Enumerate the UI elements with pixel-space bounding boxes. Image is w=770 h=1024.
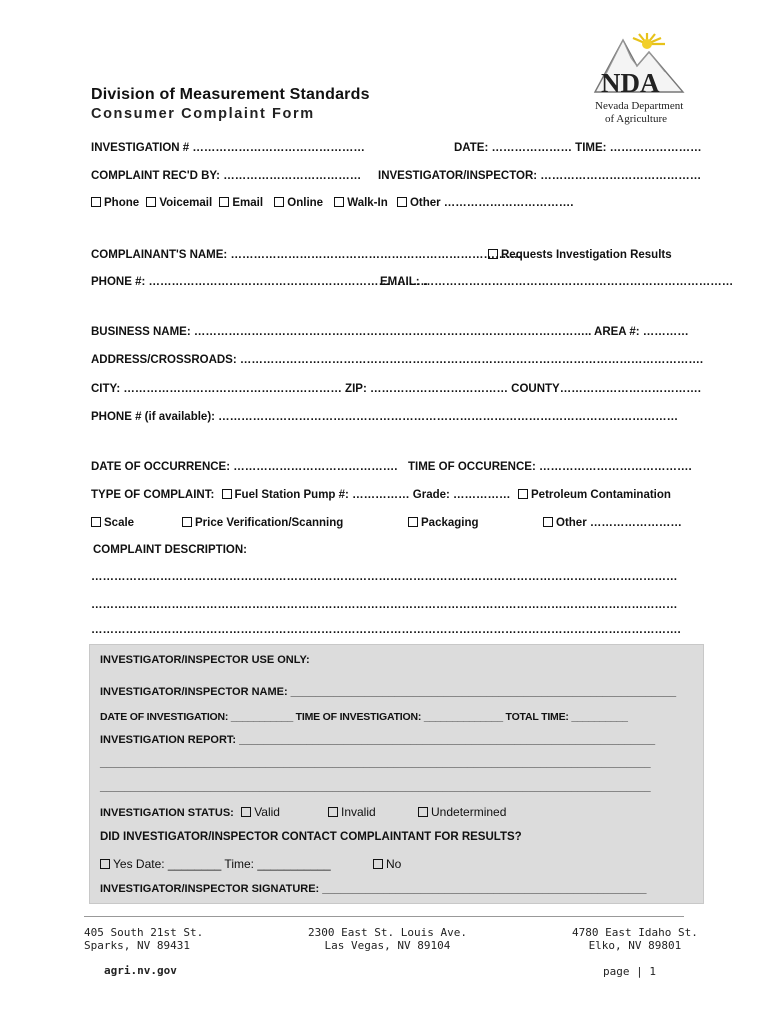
complaint-type-row xyxy=(91,489,511,501)
date-occurrence-field[interactable]: DATE OF OCCURRENCE: ……………………………………. xyxy=(91,461,398,473)
checkbox-scale[interactable]: Scale xyxy=(91,517,134,529)
investigation-status-row xyxy=(100,805,280,819)
checkbox-icon xyxy=(543,517,553,527)
email-field[interactable]: EMAIL: ……………………………………………………………………… xyxy=(380,276,734,288)
checkbox-icon xyxy=(328,807,338,817)
checkbox-icon xyxy=(373,859,383,869)
checkbox-icon xyxy=(222,489,232,499)
checkbox-voicemail[interactable]: Voicemail xyxy=(146,197,212,209)
checkbox-other-type[interactable]: Other …………………… xyxy=(543,517,682,529)
footer-address-sparks: 405 South 21st St. Sparks, NV 89431 xyxy=(84,926,204,952)
checkbox-icon xyxy=(100,859,110,869)
investigator-use-only-panel xyxy=(89,644,704,904)
status-label: INVESTIGATION STATUS: xyxy=(100,807,234,819)
checkbox-icon xyxy=(518,489,528,499)
checkbox-no[interactable]: No xyxy=(373,857,401,871)
logo-text: NDA xyxy=(601,68,660,98)
checkbox-valid[interactable]: Valid xyxy=(241,805,280,819)
phone-available-field[interactable]: PHONE # (if available): ………………………………………………………………………………………………………… xyxy=(91,411,679,423)
investigator-field[interactable]: INVESTIGATOR/INSPECTOR: …………………………………… xyxy=(378,170,702,182)
footer-divider xyxy=(84,916,684,917)
checkbox-email[interactable]: Email xyxy=(219,197,263,209)
checkbox-icon xyxy=(91,517,101,527)
investigation-date-time-field[interactable]: DATE OF INVESTIGATION: ___________ TIME OF INVESTIGATION: ______________ TOTAL TIME: __________ xyxy=(100,711,628,723)
checkbox-icon xyxy=(219,197,229,207)
complainant-name-field[interactable]: COMPLAINANT'S NAME: …………………………………………………………………. xyxy=(91,249,522,261)
business-name-field[interactable]: BUSINESS NAME: ………………………………………………………………………………………….. AREA #: ………… xyxy=(91,326,689,338)
report-line-1[interactable]: __________________________________________________________________________________________ xyxy=(100,757,651,769)
checkbox-icon xyxy=(241,807,251,817)
checkbox-phone[interactable]: Phone xyxy=(91,197,139,209)
description-line-2[interactable]: ……………………………………………………………………………………………………………………………………… xyxy=(91,599,678,611)
checkbox-other[interactable]: Other ……………………………. xyxy=(397,197,574,209)
checkbox-online[interactable]: Online xyxy=(274,197,323,209)
checkbox-invalid[interactable]: Invalid xyxy=(328,805,376,819)
city-zip-county-field[interactable]: CITY: ………………………………………………… ZIP: ……………………………… COUNTY………………………………. xyxy=(91,383,701,395)
footer-website-link[interactable]: agri.nv.gov xyxy=(104,964,177,977)
checkbox-undetermined[interactable]: Undetermined xyxy=(418,805,506,819)
checkbox-price-verification[interactable]: Price Verification/Scanning xyxy=(182,517,343,529)
checkbox-icon xyxy=(408,517,418,527)
checkbox-icon xyxy=(488,249,498,259)
investigator-name-field[interactable]: INVESTIGATOR/INSPECTOR NAME: _______________________________________________________________ xyxy=(100,686,677,698)
page-subtitle: Consumer Complaint Form xyxy=(91,106,315,122)
checkbox-petroleum[interactable]: Petroleum Contamination xyxy=(518,489,671,501)
checkbox-icon xyxy=(146,197,156,207)
received-by-field[interactable]: COMPLAINT REC'D BY: ……………………………… xyxy=(91,170,362,182)
checkbox-packaging[interactable]: Packaging xyxy=(408,517,479,529)
date-time-field[interactable]: DATE: ………………… TIME: …………………… xyxy=(454,142,702,154)
signature-field[interactable]: INVESTIGATOR/INSPECTOR SIGNATURE: _____________________________________________________ xyxy=(100,883,647,895)
description-line-1[interactable]: ……………………………………………………………………………………………………………………………………… xyxy=(91,571,678,583)
logo-sub-1: Nevada Department xyxy=(595,100,684,112)
investigation-report-field[interactable]: INVESTIGATION REPORT: ____________________________________________________________________ xyxy=(100,734,656,746)
footer-address-las-vegas: 2300 East St. Louis Ave. Las Vegas, NV 89104 xyxy=(308,926,467,952)
checkbox-requests-results[interactable]: Requests Investigation Results xyxy=(488,249,672,261)
nda-logo xyxy=(585,30,695,130)
checkbox-walk-in[interactable]: Walk-In xyxy=(334,197,387,209)
checkbox-yes[interactable]: Yes Date: ________ Time: ___________ xyxy=(100,857,331,871)
report-line-2[interactable]: __________________________________________________________________________________________ xyxy=(100,781,651,793)
investigation-number-field[interactable]: INVESTIGATION # ……………………………………… xyxy=(91,142,365,154)
investigator-section-heading: INVESTIGATOR/INSPECTOR USE ONLY: xyxy=(100,654,310,666)
logo-sub-2: of Agriculture xyxy=(605,113,668,125)
checkbox-icon xyxy=(418,807,428,817)
checkbox-icon xyxy=(91,197,101,207)
checkbox-fuel-pump[interactable]: Fuel Station Pump #: …………… Grade: …………… xyxy=(222,489,511,501)
time-occurrence-field[interactable]: TIME OF OCCURENCE: …………………………………. xyxy=(408,461,692,473)
page-title: Division of Measurement Standards xyxy=(91,86,370,103)
complaint-description-label: COMPLAINT DESCRIPTION: xyxy=(93,544,247,556)
checkbox-icon xyxy=(182,517,192,527)
checkbox-icon xyxy=(397,197,407,207)
contact-method-row xyxy=(91,197,574,209)
phone-field[interactable]: PHONE #: ………………………………………………………………. xyxy=(91,276,428,288)
page-number: page | 1 xyxy=(603,965,656,978)
checkbox-icon xyxy=(274,197,284,207)
complaint-type-label: TYPE OF COMPLAINT: xyxy=(91,489,215,501)
description-line-3[interactable]: ………………………………………………………………………………………………………………………………………. xyxy=(91,624,681,636)
address-field[interactable]: ADDRESS/CROSSROADS: …………………………………………………………………………………………………………. xyxy=(91,354,704,366)
checkbox-icon xyxy=(334,197,344,207)
footer-address-elko: 4780 East Idaho St. Elko, NV 89801 xyxy=(572,926,698,952)
contact-question: DID INVESTIGATOR/INSPECTOR CONTACT COMPLAINTANT FOR RESULTS? xyxy=(100,831,522,843)
